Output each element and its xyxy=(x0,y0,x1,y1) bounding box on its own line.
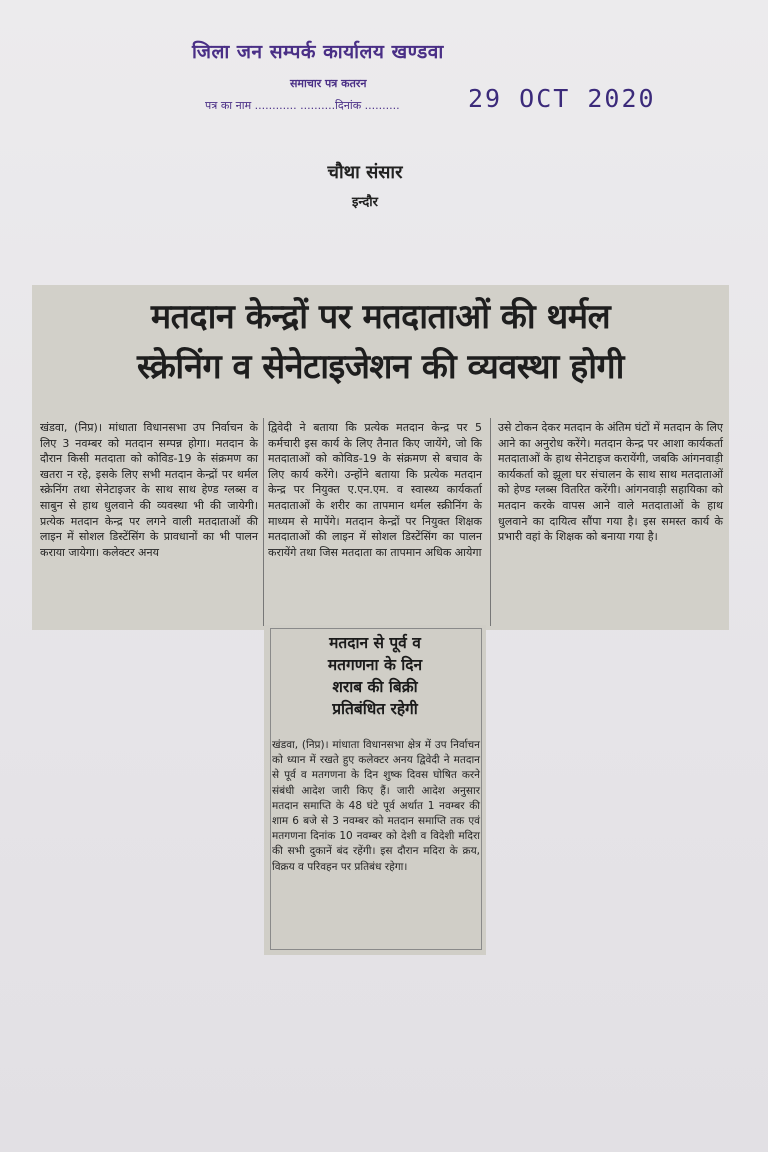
newspaper-credit xyxy=(300,160,430,210)
boxed-headline-line3: शराब की बिक्री xyxy=(332,678,418,696)
newspaper-city: इन्दौर xyxy=(352,195,378,210)
column-divider xyxy=(490,418,491,626)
boxed-article-body: खंडवा, (निप्र)। मांधाता विधानसभा क्षेत्र में उप निर्वाचन को ध्यान में रखते हुए कलेक्टर अनय द्विवेदी ने मतदान से पूर्व व मतगणना के दिन शुष्क दिवस घोषित करने संबंधी आदेश जारी किए हैं। जारी आदेश अनुसार मतदान समाप्ति के 48 घंटे पूर्व अर्थात 1 नवम्बर की शाम 6 बजे से 3 नवम्बर को मतदान समाप्ति तक एवं मतगणना दिनांक 10 नवम्बर को देशी व विदेशी मदिरा की सभी दुकानें बंद रहेंगी। इस दौरान मदिरा के क्रय, विक्रय व परिवहन पर प्रतिबंध रहेगा। xyxy=(272,739,480,873)
office-stamp-fields: पत्र का नाम ............ ..........दिनांक .......... xyxy=(205,99,400,112)
article-headline-line1: मतदान केन्द्रों पर मतदाताओं की थर्मल xyxy=(150,297,611,337)
office-stamp-title: जिला जन सम्पर्क कार्यालय खण्डवा xyxy=(192,41,444,63)
newspaper-name: चौथा संसार xyxy=(327,162,403,183)
boxed-headline-line2: मतगणना के दिन xyxy=(327,656,423,674)
date-stamp: 29 OCT 2020 xyxy=(468,84,656,113)
boxed-headline-line1: मतदान से पूर्व व xyxy=(329,634,421,652)
article-column-3: उसे टोकन देकर मतदान के अंतिम घंटों में मतदान के लिए आने का अनुरोध करेंगे। मतदान केन्द्र पर आशा कार्यकर्ता मतदाताओं के हाथ सेनेटाइज करायेंगी, जबकि आंगनवाड़ी कार्यकर्ता को झूला घर संचालन के साथ साथ मतदाताओं को हेण्ड ग्लब्स वितरित करेंगी। आंगनवाड़ी सहायिका को मतदान करके वापस आने वाले मतदाताओं के हाथ धुलवाने का दायित्व सौंपा गया है। इस समस्त कार्य के प्रभारी वहां के शिक्षक को बनाया गया है। xyxy=(498,421,723,544)
boxed-article-headline xyxy=(272,632,478,720)
article-headline-line2: स्क्रेनिंग व सेनेटाइजेशन की व्यवस्था होगी xyxy=(136,347,624,387)
article-column-1: खंडवा, (निप्र)। मांधाता विधानसभा उप निर्वाचन के लिए 3 नवम्बर को मतदान सम्पन्न होगा। मतदान के दौरान किसी मतदाता को कोविड-19 के संक्रमण का खतरा न रहे, इसके लिए सभी मतदान केन्द्रों पर थर्मल स्क्रेनिंग तथा सेनेटाइजर के साथ साथ हेण्ड ग्लब्स व साबुन से हाथ धुलवाने की व्यवस्था भी की जायेगी। प्रत्येक मतदान केन्द्र पर लगने वाली मतदाताओं की लाइन में सोशल डिस्टेंसिंग के प्रावधानों का भी पालन कराया जायेगा। कलेक्टर अनय xyxy=(40,421,258,559)
boxed-headline-line4: प्रतिबंधित रहेगी xyxy=(332,700,418,718)
office-stamp-subtitle: समाचार पत्र कतरन xyxy=(290,77,367,90)
article-column-2: द्विवेदी ने बताया कि प्रत्येक मतदान केन्द्र पर 5 कर्मचारी इस कार्य के लिए तैनात किए जायेंगे, जो कि मतदाताओं को कोविड-19 के संक्रमण से बचाव के लिए कार्य करेंगे। उन्होंने बताया कि प्रत्येक मतदान केन्द्र पर नियुक्त ए.एन.एम. व स्वास्थ्य कार्यकर्ता मतदाताओं के शरीर का तापमान थर्मल स्क्रीनिंग के माध्यम से मापेंगे। मतदान केन्द्रों पर नियुक्त शिक्षक मतदाताओं की लाइन में सोशल डिस्टेंसिंग का पालन करायेंगे तथा जिस मतदाता का तापमान अधिक आयेगा xyxy=(268,421,482,559)
article-headline xyxy=(38,292,723,392)
column-divider xyxy=(263,418,264,626)
